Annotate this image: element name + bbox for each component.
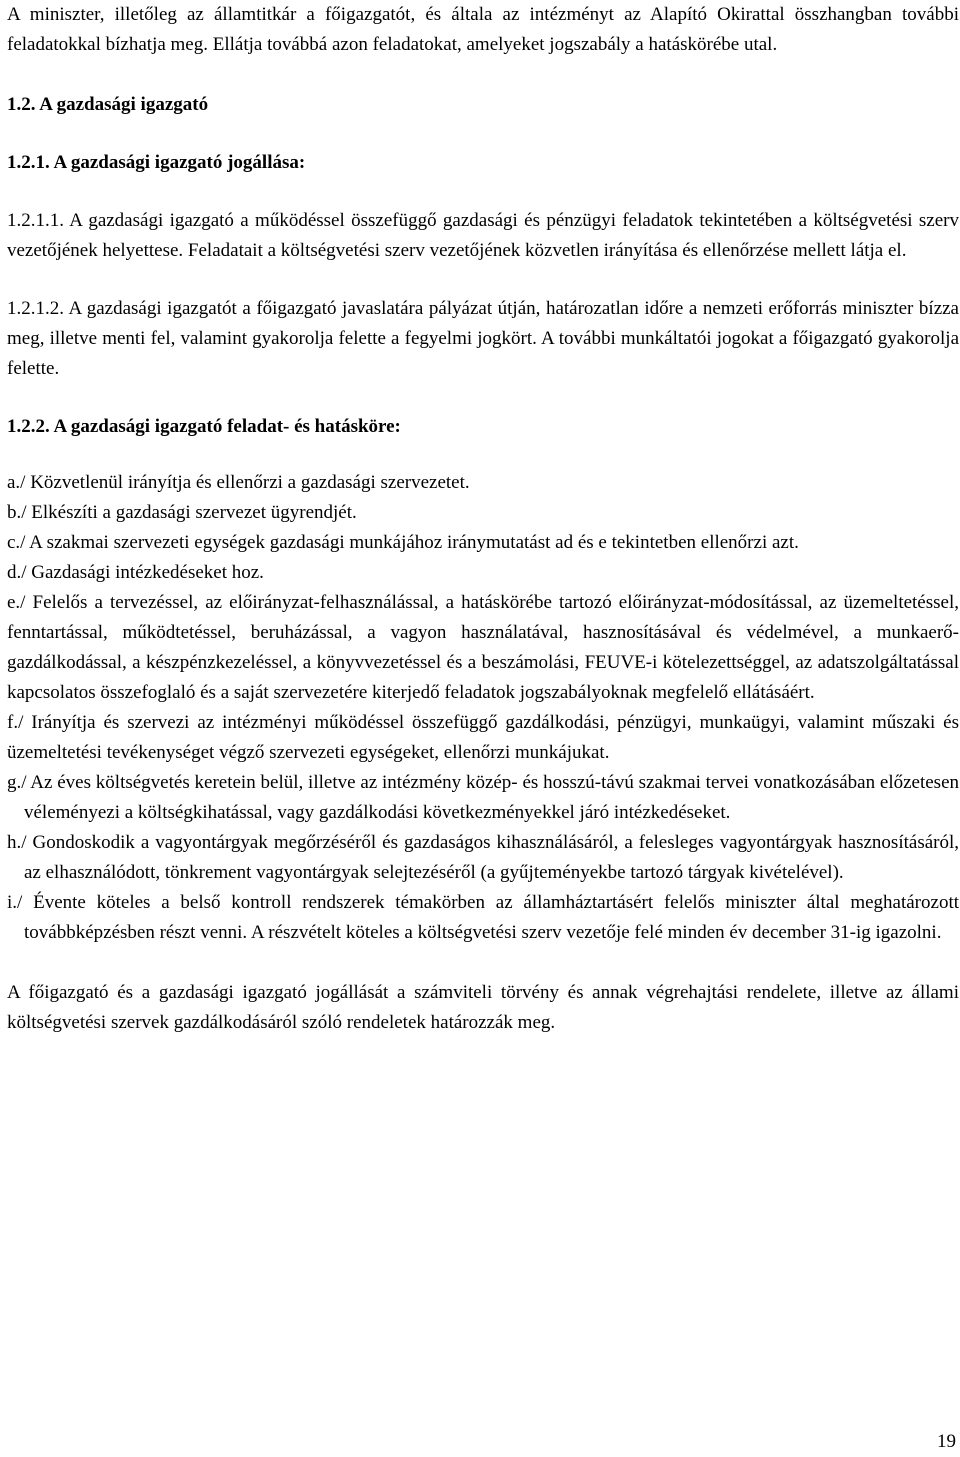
closing-paragraph: A főigazgató és a gazdasági igazgató jogállását a számviteli törvény és annak végrehajtási rendelete, illetve az állami költségvetési szervek gazdálkodásáról szóló rendeletek határozzák meg. <box>7 982 959 1033</box>
list-item-h: h./ Gondoskodik a vagyontárgyak megőrzéséről és gazdaságos kihasználásáról, a felesleges vagyontárgyak hasznosításáról, az elhasználódott, tönkrement vagyontárgyak selejtezéséről (a gyűjteményekbe tartozó tárgyak kivételével). <box>7 832 959 883</box>
duty-list <box>7 468 959 948</box>
list-item-d: d./ Gazdasági intézkedéseket hoz. <box>7 562 264 583</box>
paragraph-1-2-1-1: 1.2.1.1. A gazdasági igazgató a működéssel összefüggő gazdasági és pénzügyi feladatok tekintetében a költségvetési szerv vezetőjének helyettese. Feladatait a költségvetési szerv vezetőjének közvetlen irányítása és ellenőrzése mellett látja el. <box>7 210 959 261</box>
page-number: 19 <box>937 1431 956 1452</box>
list-item-a: a./ Közvetlenül irányítja és ellenőrzi a gazdasági szervezetet. <box>7 472 470 493</box>
list-item-b: b./ Elkészíti a gazdasági szervezet ügyrendjét. <box>7 502 357 523</box>
list-item-f: f./ Irányítja és szervezi az intézményi működéssel összefüggő gazdálkodási, pénzügyi, munkaügyi, valamint műszaki és üzemeltetési tevékenységet végző szervezeti egységeket, ellenőrzi munkájukat. <box>7 712 959 763</box>
section-heading-1-2-2: 1.2.2. A gazdasági igazgató feladat- és hatásköre: <box>7 416 401 437</box>
list-item-e: e./ Felelős a tervezéssel, az előirányzat-felhasználással, a hatáskörébe tartozó előirányzat-módosítással, az üzemeltetéssel, fenntartással, működtetéssel, beruházással, a vagyon használatával, hasznosításával és védelmével, a munkaerő-gazdálkodással, a készpénzkezeléssel, a könyvvezetéssel és a beszámolási, FEUVE-i kötelezettséggel, az adatszolgáltatással kapcsolatos összefoglaló és a saját szervezetére kiterjedő feladatok jogszabályoknak megfelelő ellátásáért. <box>7 592 959 703</box>
section-heading-1-2-1: 1.2.1. A gazdasági igazgató jogállása: <box>7 152 306 173</box>
document-page <box>7 0 959 1038</box>
section-heading-1-2: 1.2. A gazdasági igazgató <box>7 94 209 115</box>
list-item-i: i./ Évente köteles a belső kontroll rendszerek témakörben az államháztartásért felelős miniszter által meghatározott továbbképzésben részt venni. A részvételt köteles a költségvetési szerv vezetője felé minden év december 31-ig igazolni. <box>7 892 959 943</box>
list-item-g: g./ Az éves költségvetés keretein belül, illetve az intézmény közép- és hosszú-távú szakmai tervei vonatkozásában előzetesen véleményezi a költségkihatással, vagy gazdálkodási következményekkel járó intézkedéseket. <box>7 772 959 823</box>
paragraph-1-2-1-2: 1.2.1.2. A gazdasági igazgatót a főigazgató javaslatára pályázat útján, határozatlan időre a nemzeti erőforrás miniszter bízza meg, illetve menti fel, valamint gyakorolja felette a fegyelmi jogkört. A további munkáltatói jogokat a főigazgató gyakorolja felette. <box>7 298 959 379</box>
intro-paragraph: A miniszter, illetőleg az államtitkár a főigazgatót, és általa az intézményt az Alapító Okirattal összhangban további feladatokkal bízhatja meg. Ellátja továbbá azon feladatokat, amelyeket jogszabály a hatáskörébe utal. <box>7 4 959 55</box>
list-item-c: c./ A szakmai szervezeti egységek gazdasági munkájához iránymutatást ad és e tekintetben ellenőrzi azt. <box>7 532 799 553</box>
